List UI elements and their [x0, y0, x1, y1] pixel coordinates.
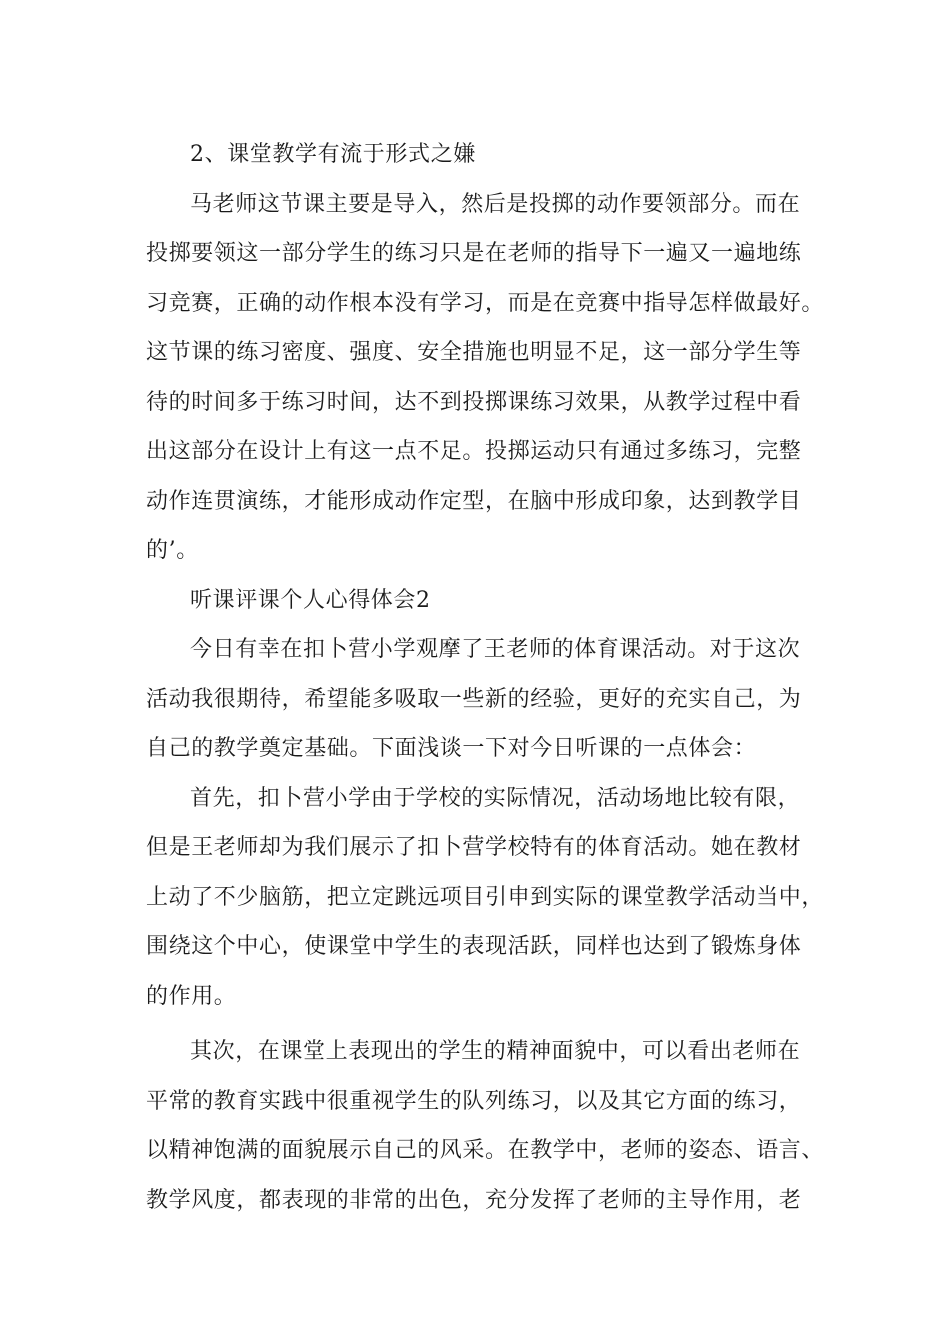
paragraph-line: 首先，扣卜营小学由于学校的实际情况，活动场地比较有限， [190, 785, 801, 811]
paragraph-line: 出这部分在设计上有这一点不足。投掷运动只有通过多练习，完整 [146, 439, 802, 464]
section-title-2: 听课评课个人心得体会2 [190, 587, 431, 613]
paragraph-line: 投掷要领这一部分学生的练习只是在老师的指导下一遍又一遍地练 [146, 241, 802, 266]
paragraph-line: 待的时间多于练习时间，达不到投掷课练习效果，从教学过程中看 [146, 389, 802, 415]
paragraph-line: 教学风度，都表现的非常的出色，充分发挥了老师的主导作用，老 [146, 1187, 802, 1213]
paragraph-line: 马老师这节课主要是导入，然后是投掷的动作要领部分。而在 [190, 191, 801, 217]
paragraph-line: 今日有幸在扣卜营小学观摩了王老师的体育课活动。对于这次 [190, 637, 801, 662]
paragraph-2 [146, 625, 826, 774]
paragraph-line: 的’。 [146, 538, 199, 563]
paragraph-line: 习竞赛，正确的动作根本没有学习，而是在竞赛中指导怎样做最好。 [146, 290, 825, 316]
paragraph-line: 围绕这个中心，使课堂中学生的表现活跃，同样也达到了锻炼身体 [146, 934, 802, 959]
section-heading: 2、课堂教学有流于形式之嫌 [190, 142, 476, 167]
paragraph-line: 但是王老师却为我们展示了扣卜营学校特有的体育活动。她在教材 [146, 835, 802, 860]
paragraph-line: 上动了不少脑筋，把立定跳远项目引申到实际的课堂教学活动当中， [146, 884, 825, 910]
document-page [146, 130, 826, 1225]
paragraph-4 [146, 1027, 826, 1225]
paragraph-line: 其次，在课堂上表现出的学生的精神面貌中，可以看出老师在 [190, 1039, 801, 1064]
paragraph-line: 这节课的练习密度、强度、安全措施也明显不足，这一部分学生等 [146, 340, 802, 365]
paragraph-3 [146, 774, 826, 1022]
paragraph-line: 动作连贯演练，才能形成动作定型，在脑中形成印象，达到教学目 [146, 488, 802, 514]
paragraph-line: 自己的教学奠定基础。下面浅谈一下对今日听课的一点体会： [146, 736, 757, 761]
paragraph-line: 平常的教育实践中很重视学生的队列练习，以及其它方面的练习， [146, 1088, 802, 1114]
paragraph-line: 活动我很期待，希望能多吸取一些新的经验，更好的充实自己，为 [146, 686, 802, 712]
paragraph-1 [146, 180, 826, 576]
paragraph-line: 的作用。 [146, 983, 237, 1009]
paragraph-line: 以精神饱满的面貌展示自己的风采。在教学中，老师的姿态、语言、 [146, 1138, 825, 1163]
